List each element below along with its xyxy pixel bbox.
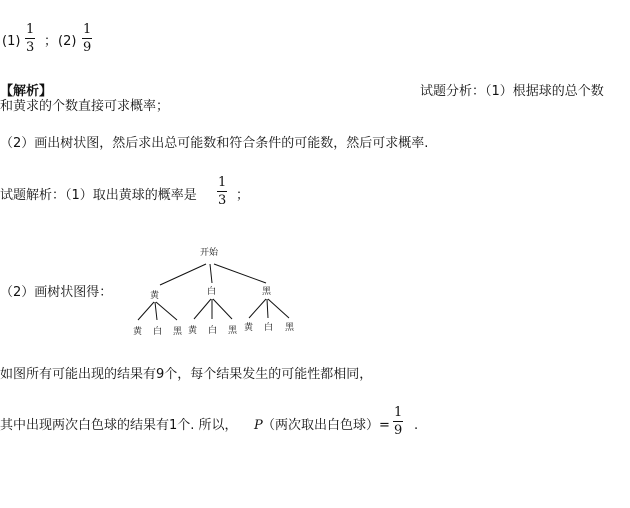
tree-level2-node: 黄 [188, 326, 198, 336]
tree-level2-node: 黄 [133, 327, 143, 337]
fraction-denominator: 9 [83, 40, 92, 55]
answer-separator: ； [44, 34, 58, 49]
fraction-bar [393, 421, 403, 422]
tree-level2-node: 白 [208, 326, 218, 336]
solution-line1: 试题解析：（1）取出黄球的概率是 [0, 188, 197, 203]
tree-level2-node: 黑 [228, 326, 238, 336]
fraction-denominator: 3 [26, 40, 35, 55]
solution-line1-end: ； [236, 188, 250, 203]
answer-part2-prefix: (2) [58, 34, 77, 49]
tree-edge [210, 264, 212, 283]
final-period: . [414, 418, 419, 433]
tree-edge [267, 299, 268, 318]
analysis-heading: 【解析】 [0, 84, 53, 99]
tree-level1-node: 白 [207, 287, 217, 297]
tree-edge [160, 264, 206, 285]
tree-level2-node: 黑 [285, 323, 295, 333]
probability-event: （两次取出白色球）= [262, 418, 390, 433]
tree-edge [249, 299, 266, 318]
tree-level2-node: 白 [264, 323, 274, 333]
probability-fraction [392, 406, 404, 438]
tree-edge [155, 302, 157, 320]
fraction-denominator: 9 [394, 423, 403, 438]
analysis-intro-b: 和黄求的个数直接可求概率； [0, 99, 170, 114]
fraction-denominator: 3 [218, 193, 227, 208]
fraction-numerator: 1 [394, 405, 403, 420]
tree-edge [156, 302, 177, 320]
tree-edge [138, 302, 154, 320]
probability-symbol: P [254, 418, 263, 433]
tree-diagram-label: （2）画树状图得： [0, 285, 113, 300]
analysis-intro-a: 试题分析：（1）根据球的总个数 [420, 84, 604, 99]
tree-root: 开始 [200, 248, 219, 258]
tree-level1-node: 黄 [150, 291, 160, 301]
analysis-step2: （2）画出树状图，然后求出总可能数和符合条件的可能数，然后可求概率. [0, 136, 429, 151]
fraction-numerator: 1 [26, 22, 35, 37]
tree-edge [213, 299, 232, 319]
tree-edge [214, 264, 266, 283]
fraction-numerator: 1 [218, 175, 227, 190]
answer-part1-prefix: (1) [2, 34, 21, 49]
tree-level2-node: 黑 [173, 327, 183, 337]
fraction-numerator: 1 [83, 22, 92, 37]
tree-edge [268, 299, 289, 318]
solution-line3: 如图所有可能出现的结果有9个，每个结果发生的可能性都相同， [0, 367, 373, 382]
tree-level2-node: 黄 [244, 323, 254, 333]
solution-line4: 其中出现两次白色球的结果有1个. 所以， [0, 418, 238, 433]
tree-edge [194, 299, 211, 319]
tree-level2-node: 白 [153, 327, 163, 337]
tree-level1-node: 黑 [262, 287, 272, 297]
